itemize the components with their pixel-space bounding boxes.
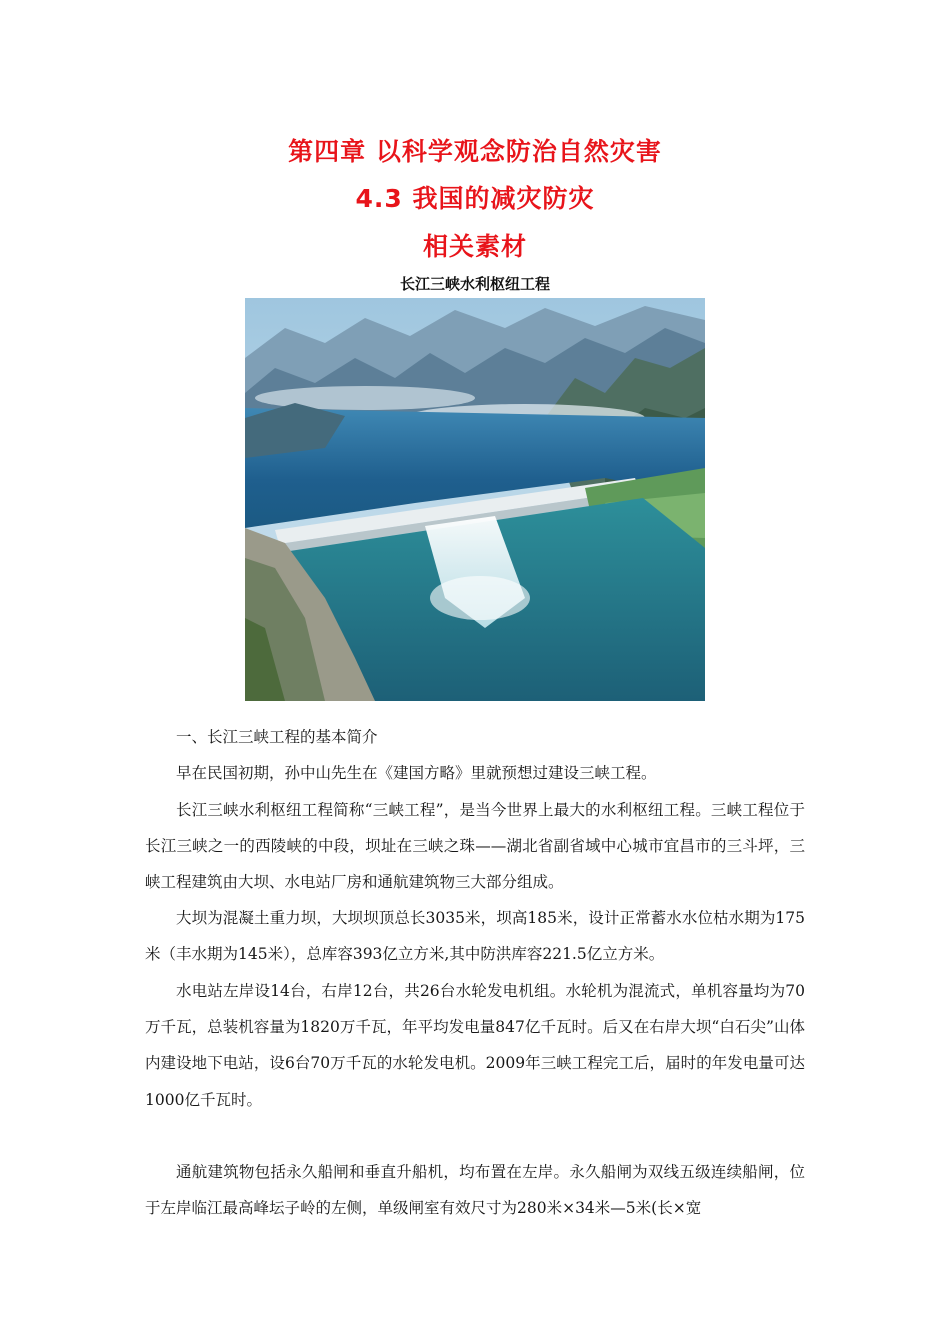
section-title: 4.3 我国的减灾防灾 bbox=[355, 184, 595, 213]
paragraph: 水电站左岸设14台，右岸12台，共26台水轮发电机组。水轮机为混流式，单机容量均为70万千瓦，总装机容量为1820万千瓦，年平均发电量847亿千瓦时。后又在右岸大坝“白石尖”山体内建设地下电站，设6台70万千瓦的水轮发电机。2009年三峡工程完工后，届时的年发电量可达1000亿千瓦时。 bbox=[145, 982, 805, 1109]
paragraph: 大坝为混凝土重力坝，大坝坝顶总长3035米，坝高185米，设计正常蓄水水位枯水期为175米（丰水期为145米），总库容393亿立方米,其中防洪库容221.5亿立方米。 bbox=[145, 909, 805, 964]
three-gorges-dam-photo bbox=[245, 298, 705, 701]
paragraph: 长江三峡水利枢纽工程简称“三峡工程”，是当今世界上最大的水利枢纽工程。三峡工程位于长江三峡之一的西陵峡的中段，坝址在三峡之珠——湖北省副省域中心城市宜昌市的三斗坪，三峡工程建筑由大坝、水电站厂房和通航建筑物三大部分组成。 bbox=[145, 801, 805, 892]
subtitle: 相关素材 bbox=[422, 232, 527, 261]
chapter-title: 第四章 以科学观念防治自然灾害 bbox=[288, 137, 662, 166]
paragraph-heading-intro: 一、长江三峡工程的基本简介 bbox=[176, 728, 378, 746]
figure-caption: 长江三峡水利枢纽工程 bbox=[399, 275, 550, 293]
paragraph: 早在民国初期，孙中山先生在《建国方略》里就预想过建设三峡工程。 bbox=[176, 764, 657, 782]
paragraph: 通航建筑物包括永久船闸和垂直升船机，均布置在左岸。永久船闸为双线五级连续船闸，位于左岸临江最高峰坛子岭的左侧，单级闸室有效尺寸为280米×34米—5米(长×宽 bbox=[145, 1163, 805, 1218]
